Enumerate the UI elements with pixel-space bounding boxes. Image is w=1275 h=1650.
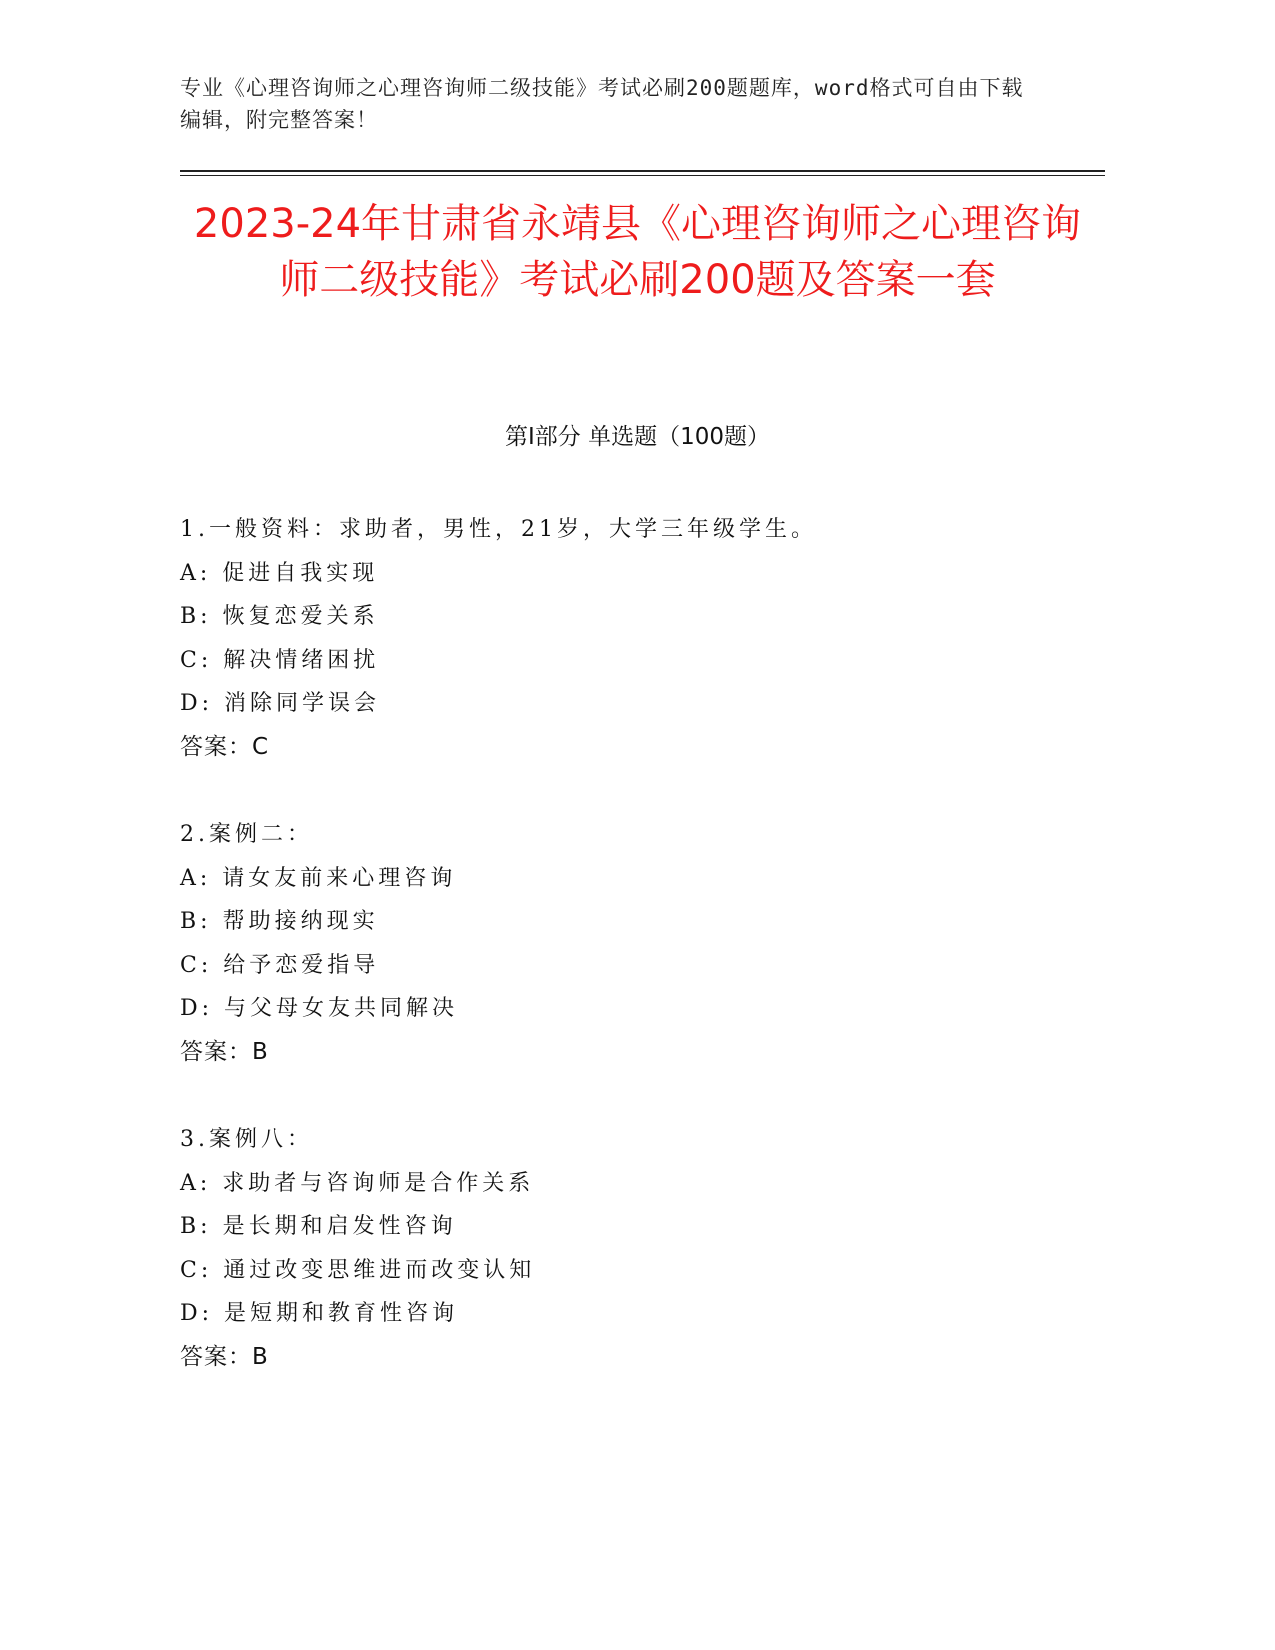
document-title: 2023-24年甘肃省永靖县《心理咨询师之心理咨询师二级技能》考试必刷200题及答案一套: [193, 201, 1082, 303]
question-stem: 1.一般资料：求助者，男性，21岁，大学三年级学生。: [180, 517, 817, 542]
option-a: A: 求助者与咨询师是合作关系: [180, 1170, 535, 1196]
header-divider-thick: [180, 170, 1105, 172]
answer: 答案：C: [180, 733, 270, 760]
header-divider-thin: [180, 175, 1105, 176]
option-c: C: 通过改变思维进而改变认知: [180, 1257, 536, 1283]
question-1: [180, 508, 1080, 769]
option-a: A: 促进自我实现: [180, 560, 379, 586]
option-b: B: 帮助接纳现实: [180, 909, 379, 934]
option-c: C: 给予恋爱指导: [180, 952, 380, 978]
option-b: B: 是长期和启发性咨询: [180, 1214, 457, 1239]
section-title: 第Ⅰ部分 单选题（100题）: [505, 424, 770, 450]
option-b: B: 恢复恋爱关系: [180, 604, 379, 629]
header-note: 专业《心理咨询师之心理咨询师二级技能》考试必刷200题题库，word格式可自由下载编辑，附完整答案！: [180, 76, 1024, 132]
answer: 答案：B: [180, 1343, 269, 1370]
answer: 答案：B: [180, 1038, 269, 1065]
question-2: [180, 813, 1080, 1074]
question-stem: 2.案例二：: [180, 822, 313, 847]
option-c: C: 解决情绪困扰: [180, 647, 380, 673]
option-d: D: 消除同学误会: [180, 691, 381, 716]
question-stem: 3.案例八：: [180, 1127, 313, 1152]
option-d: D: 与父母女友共同解决: [180, 996, 459, 1021]
question-3: [180, 1118, 1080, 1379]
option-d: D: 是短期和教育性咨询: [180, 1301, 459, 1326]
question-list: [180, 508, 1080, 1423]
option-a: A: 请女友前来心理咨询: [180, 865, 457, 891]
